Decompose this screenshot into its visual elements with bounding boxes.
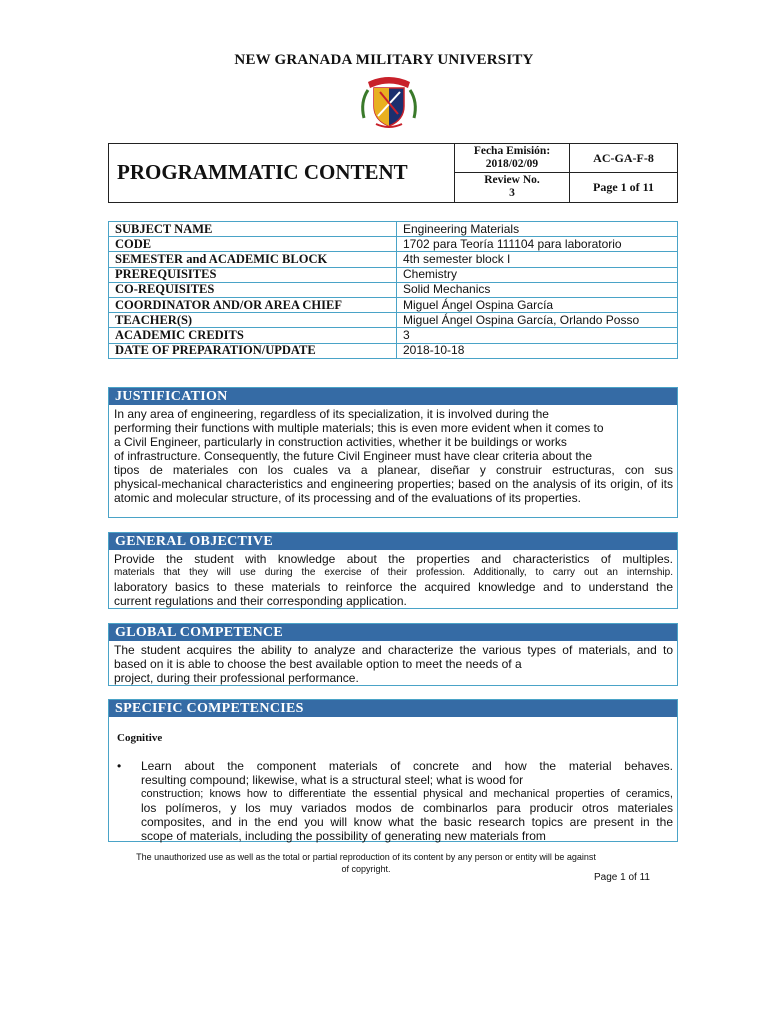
text-line: current regulations and their corresponding application. (114, 594, 407, 608)
review-value: 3 (509, 187, 515, 199)
info-key: DATE OF PREPARATION/UPDATE (109, 343, 397, 358)
footer-page-number: Page 1 of 11 (594, 872, 650, 883)
table-row (109, 313, 678, 328)
section-body (109, 405, 677, 505)
issue-date-cell (455, 144, 569, 173)
bullet: • (117, 759, 122, 773)
copyright-notice (108, 851, 624, 875)
section-body (109, 550, 677, 608)
table-row (109, 267, 678, 282)
section-body (109, 641, 677, 685)
university-crest-logo (358, 72, 420, 130)
info-key: ACADEMIC CREDITS (109, 328, 397, 343)
text-line: resulting compound; likewise, what is a structural steel; what is wood for (141, 773, 524, 787)
text-line: performing their functions with multiple materials; this is even more evident when it comes to (114, 421, 604, 435)
text-line: los polímeros, y los muy variados modos de combinarlos para producir otros materiales (141, 801, 673, 815)
text-line: project, during their professional performance. (114, 671, 359, 685)
cognitive-subheading: Cognitive (117, 732, 163, 744)
section-body (109, 717, 677, 843)
form-code: AC-GA-F-8 (570, 144, 677, 173)
info-value: 3 (397, 328, 678, 343)
info-key: SUBJECT NAME (109, 222, 397, 237)
review-cell (455, 173, 569, 202)
text-line: composites, and in the end you will know what the basic research topics are present in the (141, 815, 673, 829)
text-line: construction; knows how to differentiate the essential physical and mechanical properties of ceramics, (141, 788, 673, 800)
text-line: of infrastructure. Consequently, the future Civil Engineer must have clear criteria about the (114, 449, 593, 463)
section-heading: SPECIFIC COMPETENCIES (109, 700, 677, 717)
info-key: COORDINATOR AND/OR AREA CHIEF (109, 297, 397, 312)
subject-info-table (108, 221, 678, 359)
info-value: Miguel Ángel Ospina García (397, 297, 678, 312)
info-key: CODE (109, 237, 397, 252)
section-heading: GLOBAL COMPETENCE (109, 624, 677, 641)
document-header-box (108, 143, 678, 203)
text-line: based on it is able to choose the best available option to meet the needs of a (114, 657, 522, 671)
global-competence-section (108, 623, 678, 686)
section-heading: JUSTIFICATION (109, 388, 677, 405)
text-line: tipos de materiales con los cuales va a planear, diseñar y construir estructuras, con sus (114, 463, 673, 477)
text-line: a Civil Engineer, particularly in construction activities, whether it be buildings or works (114, 435, 567, 449)
info-value: Solid Mechanics (397, 282, 678, 297)
university-name: NEW GRANADA MILITARY UNIVERSITY (234, 52, 534, 68)
header-page-number: Page 1 of 11 (593, 180, 654, 194)
header-date-review-column (454, 144, 569, 202)
info-key: PREREQUISITES (109, 267, 397, 282)
info-value: Miguel Ángel Ospina García, Orlando Posso (397, 313, 678, 328)
specific-competencies-section (108, 699, 678, 842)
issue-date-label: Fecha Emisión: (473, 145, 551, 157)
text-line: physical-mechanical characteristics and engineering properties; based on the analysis of its origin, of its (114, 477, 673, 491)
text-line: materials that they will use during the exercise of their profession. Additionally, to carry out an internship. (114, 567, 673, 578)
table-row (109, 237, 678, 252)
review-label: Review No. (484, 174, 540, 186)
document-title: PROGRAMMATIC CONTENT (117, 160, 408, 184)
text-line: The unauthorized use as well as the total or partial reproduction of its content by any person or entity will be against (136, 852, 596, 862)
table-row (109, 222, 678, 237)
info-key: CO-REQUISITES (109, 282, 397, 297)
text-line: scope of materials, including the possibility of generating new materials from (141, 829, 546, 843)
text-line: atomic and molecular structure, of its processing and of the evaluations of its properties. (114, 491, 581, 505)
table-row (109, 252, 678, 267)
text-line: In any area of engineering, regardless of its specialization, it is involved during the (114, 407, 549, 421)
text-line: of copyright. (341, 864, 391, 874)
info-value: Engineering Materials (397, 222, 678, 237)
general-objective-section (108, 532, 678, 609)
section-heading: GENERAL OBJECTIVE (109, 533, 677, 550)
list-item (114, 759, 673, 843)
info-key: SEMESTER and ACADEMIC BLOCK (109, 252, 397, 267)
info-value: 2018-10-18 (397, 343, 678, 358)
issue-date-value: 2018/02/09 (485, 158, 539, 170)
text-line: laboratory basics to these materials to reinforce the acquired knowledge and to understand the (114, 580, 673, 594)
table-row (109, 297, 678, 312)
table-row (109, 328, 678, 343)
justification-section (108, 387, 678, 518)
info-value: Chemistry (397, 267, 678, 282)
text-line: Provide the student with knowledge about the properties and characteristics of multiples. (114, 552, 673, 566)
text-line: The student acquires the ability to analyze and characterize the various types of materials, and to (114, 643, 673, 657)
info-value: 4th semester block I (397, 252, 678, 267)
text-line: Learn about the component materials of concrete and how the material behaves. (141, 759, 673, 773)
info-value: 1702 para Teoría 111104 para laboratorio (397, 237, 678, 252)
info-key: TEACHER(S) (109, 313, 397, 328)
table-row (109, 343, 678, 358)
table-row (109, 282, 678, 297)
header-code-page-column (569, 144, 677, 202)
